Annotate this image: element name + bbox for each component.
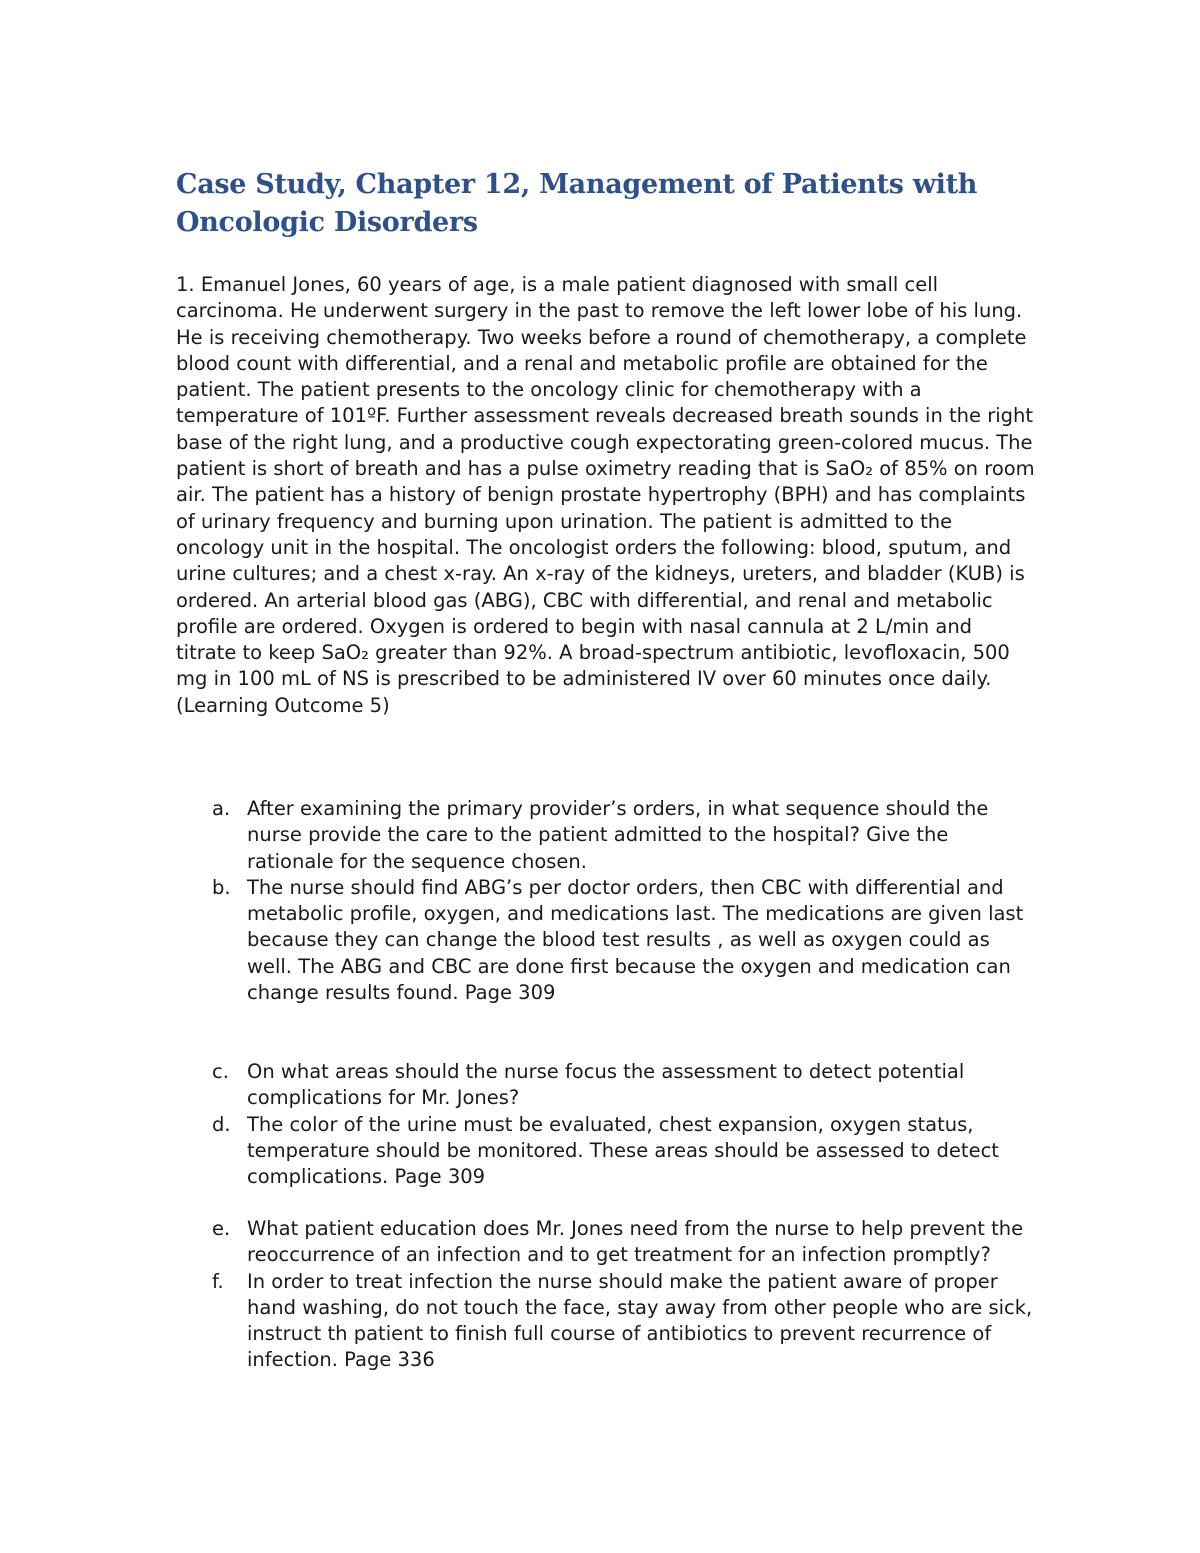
question-answer-list-3 (176, 1216, 1036, 1374)
answer-text: The color of the urine must be evaluated, chest expansion, oxygen status, temperature should be monitored. These areas should be assessed to detect complications. Page 309 (247, 1112, 999, 1189)
list-marker: e. (212, 1217, 231, 1240)
list-marker: b. (212, 875, 231, 899)
answer-text: The nurse should find ABG’s per doctor orders, then CBC with differential and metabolic profile, oxygen, and medications last. The medications are given last because they can change the blood test results , as well as oxygen could as well. The ABG and CBC are done first because the oxygen and medication can change results found. Page 309 (247, 875, 1024, 1005)
document-title: Case Study, Chapter 12, Management of Patients with Oncologic Disorders (176, 169, 978, 238)
question-text: After examining the primary provider’s orders, in what sequence should the nurse provide the care to the patient admitted to the hospital? Give the rationale for the sequence chosen. (247, 797, 989, 873)
question-text: What patient education does Mr. Jones need from the nurse to help prevent the reoccurrence of an infection and to get treatment for an infection promptly? (247, 1217, 1024, 1267)
question-answer-list-1 (176, 796, 1036, 1006)
question-answer-list-2 (176, 1059, 1036, 1190)
list-marker: c. (212, 1060, 229, 1083)
answer-text: In order to treat infection the nurse should make the patient aware of proper hand washing, do not touch the face, stay away from other people who are sick, instruct th patient to finish full course of antibiotics to prevent recurrence of infection. Page 336 (247, 1269, 1033, 1372)
list-marker: a. (212, 797, 231, 820)
list-item-f (176, 1269, 1036, 1374)
list-item-c (176, 1059, 1036, 1112)
case-number: 1. (176, 273, 195, 296)
list-item-d (176, 1112, 1036, 1191)
case-intro-paragraph (176, 272, 1036, 719)
list-item-e (176, 1216, 1036, 1269)
list-marker: d. (212, 1112, 231, 1136)
question-text: On what areas should the nurse focus the assessment to detect potential complications for Mr. Jones? (247, 1060, 965, 1110)
list-marker: f. (212, 1269, 224, 1293)
list-item-a (176, 796, 1036, 875)
case-intro-text: Emanuel Jones, 60 years of age, is a male patient diagnosed with small cell carcinoma. He underwent surgery in the past to remove the left lower lobe of his lung. He is receiving chemotherapy. Two weeks before a round of chemotherapy, a complete blood count with differential, and a renal and metabolic profile are obtained for the patient. The patient presents to the oncology clinic for chemotherapy with a temperature of 101ºF. Further assessment reveals decreased breath sounds in the right base of the right lung, and a productive cough expectorating green-colored mucus. The patient is short of breath and has a pulse oximetry reading that is SaO₂ of 85% on room air. The patient has a history of benign prostate hypertrophy (BPH) and has complaints of urinary frequency and burning upon urination. The patient is admitted to the oncology unit in the hospital. The oncologist orders the following: blood, sputum, and urine cultures; and a chest x-ray. An x-ray of the kidneys, ureters, and bladder (KUB) is ordered. An arterial blood gas (ABG), CBC with differential, and renal and metabolic profile are ordered. Oxygen is ordered to begin with nasal cannula at 2 L/min and titrate to keep SaO₂ greater than 92%. A broad-spectrum antibiotic, levofloxacin, 500 mg in 100 mL of NS is prescribed to be administered IV over 60 minutes once daily. (Learning Outcome 5) (176, 273, 1035, 717)
list-item-b (176, 875, 1036, 1006)
